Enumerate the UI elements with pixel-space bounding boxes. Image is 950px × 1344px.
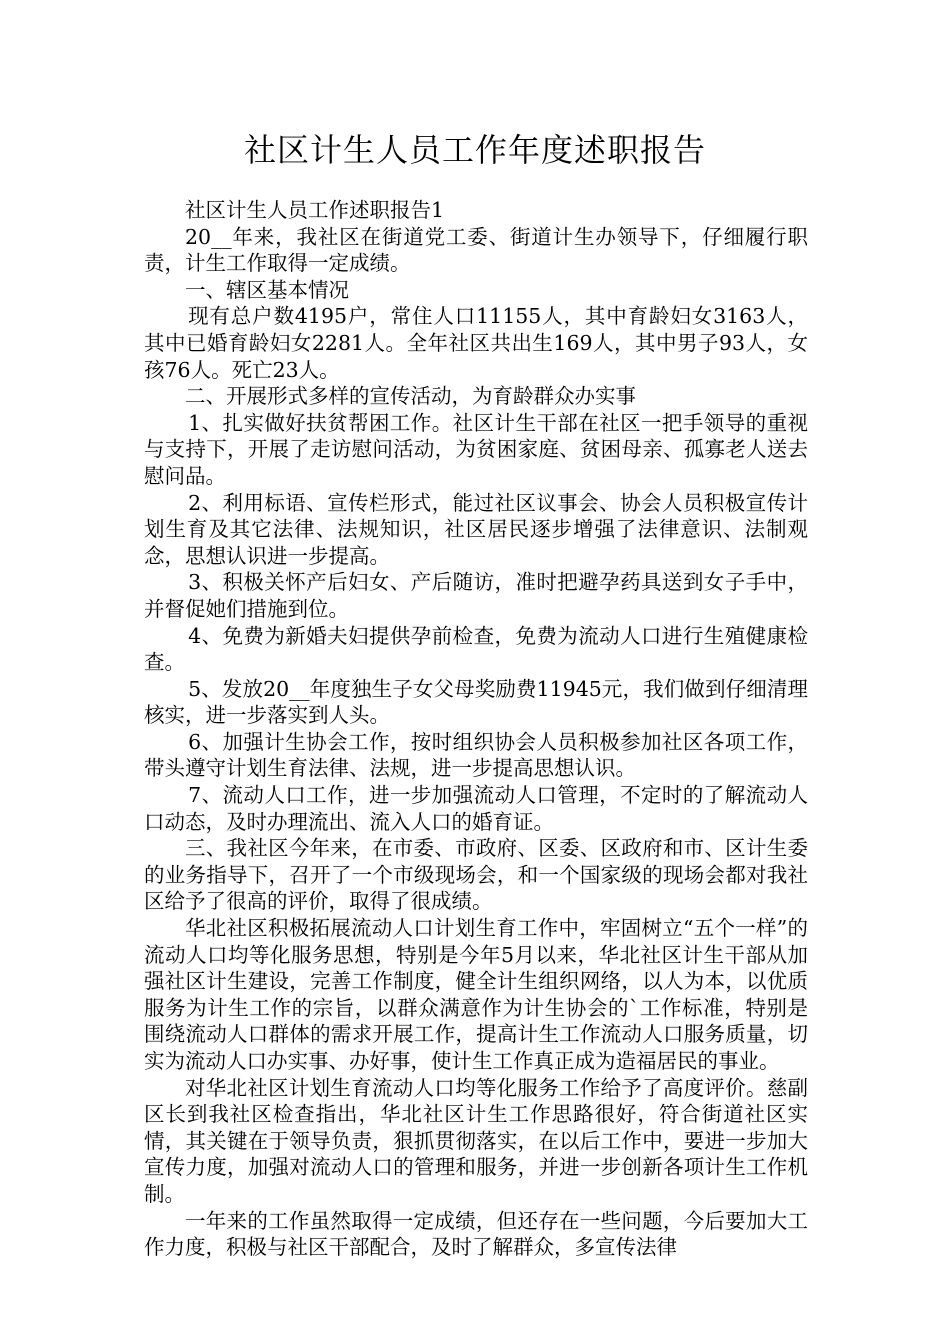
item-paragraph-7: 7、流动人口工作，进一步加强流动人口管理，不定时的了解流动人口动态，及时办理流出、流入人口的婚育证。	[144, 783, 808, 834]
section-heading-1: 一、辖区基本情况	[185, 277, 349, 302]
item-paragraph-3: 3、积极关怀产后妇女、产后随访，准时把避孕药具送到女子手中，并督促她们措施到位。	[144, 570, 808, 621]
document-title: 社区计生人员工作年度述职报告	[243, 131, 706, 169]
intro-paragraph: 20__年来，我社区在街道党工委、街道计生办领导下，仔细履行职责，计生工作取得一定成绩。	[144, 224, 808, 276]
item-paragraph-6: 6、加强计生协会工作，按时组织协会人员积极参加社区各项工作，带头遵守计划生育法律、法规，进一步提高思想认识。	[144, 729, 808, 781]
huabei-paragraph: 华北社区积极拓展流动人口计划生育工作中，牢固树立“五个一样”的流动人口均等化服务思想，特别是今年5月以来，华北社区计生干部从加强社区计生建设，完善工作制度，健全计生组织网络，以人为本，以优质服务为计生工作的宗旨，以群众满意作为计生协会的`工作标准，特别是围绕流动人口群体的需求开展工作，提高计生工作流动人口服务质量，切实为流动人口办实事、办好事，使计生工作真正成为造福居民的事业。	[144, 916, 808, 1073]
closing-paragraph: 一年来的工作虽然取得一定成绩，但还存在一些问题，今后要加大工作力度，积极与社区干部配合，及时了解群众，多宣传法律	[144, 1208, 808, 1260]
item-paragraph-5: 5、发放20__年度独生子女父母奖励费11945元，我们做到仔细清理核实，进一步落实到人头。	[144, 676, 808, 728]
evaluation-paragraph: 对华北社区计划生育流动人口均等化服务工作给予了高度评价。慈副区长到我社区检查指出，华北社区计生工作思路很好，符合街道社区实情，其关键在于领导负责，狠抓贯彻落实，在以后工作中，要进一步加大宣传力度，加强对流动人口的管理和服务，并进一步创新各项计生工作机制。	[144, 1075, 808, 1206]
item-paragraph-4: 4、免费为新婚夫妇提供孕前检查，免费为流动人口进行生殖健康检查。	[144, 623, 808, 675]
section-paragraph-3: 三、我社区今年来，在市委、市政府、区委、区政府和市、区计生委的业务指导下，召开了一个市级现场会，和一个国家级的现场会都对我社区给予了很高的评价，取得了很成绩。	[144, 836, 808, 914]
report-subtitle: 社区计生人员工作述职报告1	[185, 198, 445, 222]
section-heading-2: 二、开展形式多样的宣传活动，为育龄群众办实事	[185, 384, 636, 409]
document-body	[144, 197, 808, 1261]
statistics-paragraph: 现有总户数4195户，常住人口11155人，其中育龄妇女3163人，其中已婚育龄妇女2281人。全年社区共出生169人，其中男子93人，女孩76人。死亡23人。	[144, 304, 808, 382]
item-paragraph-1: 1、扎实做好扶贫帮困工作。社区计生干部在社区一把手领导的重视与支持下，开展了走访慰问活动，为贫困家庭、贫困母亲、孤寡老人送去慰问品。	[144, 410, 808, 488]
item-paragraph-2: 2、利用标语、宣传栏形式，能过社区议事会、协会人员积极宣传计划生育及其它法律、法规知识，社区居民逐步增强了法律意识、法制观念，思想认识进一步提高。	[144, 490, 808, 568]
